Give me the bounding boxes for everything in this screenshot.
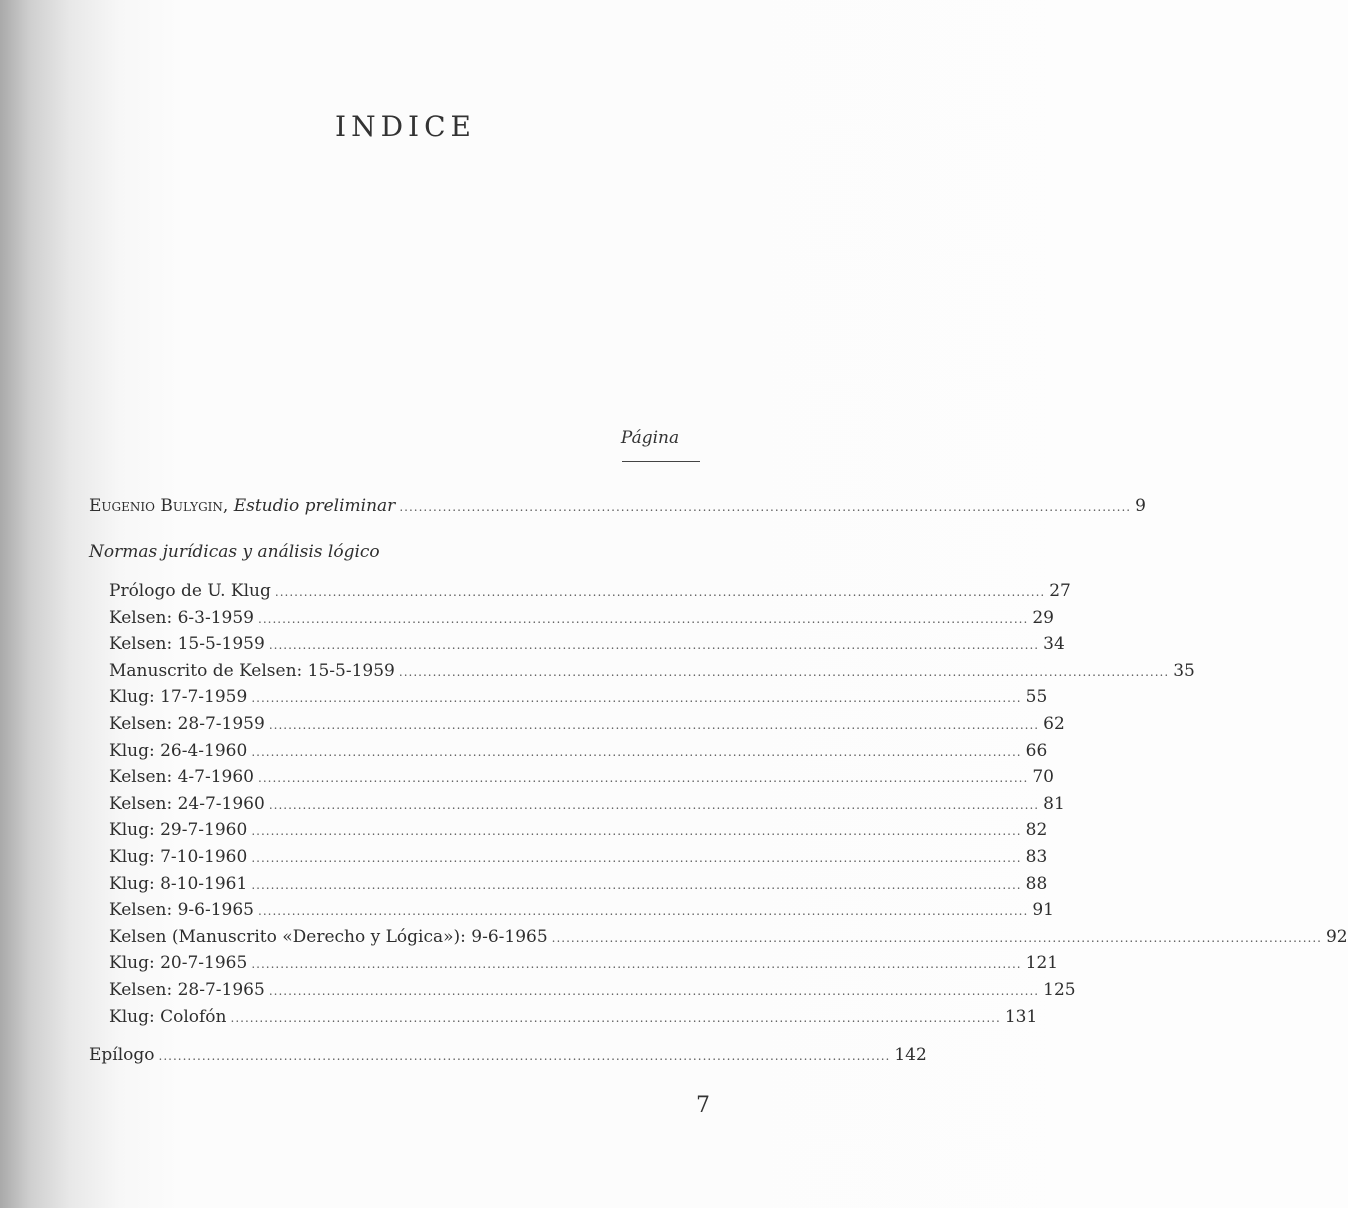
dot-leader: ................................................................................................................................................................ xyxy=(398,664,1170,679)
dot-leader: ................................................................................................................................................................ xyxy=(268,718,1040,732)
toc-entry-page: 131 xyxy=(1004,1006,1038,1027)
toc-entry xyxy=(109,738,1048,764)
dot-leader: ........................................................................................................................................................ xyxy=(399,500,1132,514)
page-column-header: Página xyxy=(620,428,680,448)
toc-entry-page: 142 xyxy=(894,1045,927,1065)
dot-leader: ........................................................................................................................................................ xyxy=(158,1049,891,1063)
toc-entry-title: Klug: Colofón xyxy=(109,1006,227,1027)
toc-entry-title: Kelsen (Manuscrito «Derecho y Lógica»): 9-6-1965 xyxy=(109,926,548,947)
section-heading: Normas jurídicas y análisis lógico xyxy=(89,542,380,562)
toc-entry xyxy=(109,977,1076,1003)
toc-entry-page: 88 xyxy=(1025,873,1048,894)
toc-entry-page: 66 xyxy=(1025,740,1048,761)
dot-leader: ................................................................................................................................................................ xyxy=(258,771,1029,786)
toc-entry xyxy=(109,844,1048,870)
toc-entry-title: Klug: 29-7-1960 xyxy=(109,820,248,841)
toc-entry-title: Kelsen: 4-7-1960 xyxy=(109,767,254,788)
dot-leader: ................................................................................................................................................................ xyxy=(258,904,1029,919)
toc-entry-title: Klug: 8-10-1961 xyxy=(109,873,248,894)
toc-entry-title: Prólogo de U. Klug xyxy=(109,581,271,601)
toc-entry-title: Klug: 17-7-1959 xyxy=(109,687,248,708)
header-rule xyxy=(622,461,700,462)
toc-entry-page: 82 xyxy=(1025,820,1048,841)
toc-entry-page: 55 xyxy=(1025,687,1048,708)
toc-entry-title: Kelsen: 28-7-1965 xyxy=(109,980,265,1000)
dot-leader: ................................................................................................................................................................ xyxy=(268,797,1040,812)
toc-entry-epilogue xyxy=(89,1042,927,1068)
dot-leader: ................................................................................................................................................................ xyxy=(274,585,1046,599)
dot-leader: ................................................................................................................................................................ xyxy=(251,877,1022,892)
toc-entry-page: 125 xyxy=(1043,980,1076,1000)
toc-entry-page: 81 xyxy=(1043,793,1065,814)
dot-leader: ................................................................................................................................................................ xyxy=(251,744,1022,759)
toc-entry-page: 83 xyxy=(1025,847,1048,867)
dot-leader: ................................................................................................................................................................ xyxy=(230,1010,1001,1025)
toc-entry-page: 27 xyxy=(1049,581,1071,601)
toc-entry xyxy=(109,605,1054,631)
toc-entry-preliminary xyxy=(89,493,1146,519)
toc-entry-page: 29 xyxy=(1032,607,1054,628)
toc-entry xyxy=(109,764,1054,790)
dot-leader: ................................................................................................................................................................ xyxy=(551,930,1322,945)
dot-leader: ................................................................................................................................................................ xyxy=(251,691,1022,706)
toc-entry xyxy=(109,578,1071,604)
toc-entry-title: Klug: 7-10-1960 xyxy=(109,847,248,867)
toc-entry xyxy=(109,658,1195,684)
dot-leader: ................................................................................................................................................................ xyxy=(251,851,1022,865)
toc-entry-title: Kelsen: 6-3-1959 xyxy=(109,607,254,628)
toc-entry xyxy=(109,684,1048,710)
toc-entry-page: 34 xyxy=(1043,634,1065,655)
toc-entry-title: Kelsen: 15-5-1959 xyxy=(109,634,265,655)
toc-entry-title: Klug: 26-4-1960 xyxy=(109,740,248,761)
toc-entry xyxy=(109,950,1059,976)
toc-entry-page: 91 xyxy=(1032,900,1054,921)
page-number: 7 xyxy=(696,1093,710,1118)
toc-entry xyxy=(109,871,1048,897)
dot-leader: ................................................................................................................................................................ xyxy=(268,638,1040,653)
toc-entry-title: Klug: 20-7-1965 xyxy=(109,953,248,974)
dot-leader: ................................................................................................................................................................ xyxy=(268,984,1040,998)
toc-entry-title: Kelsen: 28-7-1959 xyxy=(109,714,265,734)
toc-entry-page: 70 xyxy=(1032,767,1054,788)
toc-entry-title: Manuscrito de Kelsen: 15-5-1959 xyxy=(109,660,395,681)
toc-entry-title xyxy=(89,493,395,519)
toc-entry-title: Kelsen: 24-7-1960 xyxy=(109,793,265,814)
toc-entry xyxy=(109,1004,1038,1030)
toc-entry xyxy=(109,631,1065,657)
page-title: INDICE xyxy=(335,110,476,143)
toc-entry-page: 35 xyxy=(1173,660,1195,681)
toc-entry-page: 9 xyxy=(1135,496,1146,516)
toc-entry xyxy=(109,924,1348,950)
toc-entry-page: 62 xyxy=(1043,714,1065,734)
toc-entry-page: 92 xyxy=(1325,926,1348,947)
toc-entry-title: Kelsen: 9-6-1965 xyxy=(109,900,254,921)
toc-entry xyxy=(109,711,1065,737)
toc-entry-title: Epílogo xyxy=(89,1045,155,1065)
toc-entry xyxy=(109,897,1054,923)
toc-entry-page: 121 xyxy=(1025,953,1059,974)
toc-entry xyxy=(109,791,1065,817)
dot-leader: ................................................................................................................................................................ xyxy=(258,611,1029,626)
dot-leader: ................................................................................................................................................................ xyxy=(251,957,1022,972)
toc-entry-work: Estudio preliminar xyxy=(233,496,396,516)
toc-entry-author: Eugenio Bulygin, xyxy=(89,496,229,516)
toc-entry xyxy=(109,817,1048,843)
dot-leader: ................................................................................................................................................................ xyxy=(251,824,1022,839)
